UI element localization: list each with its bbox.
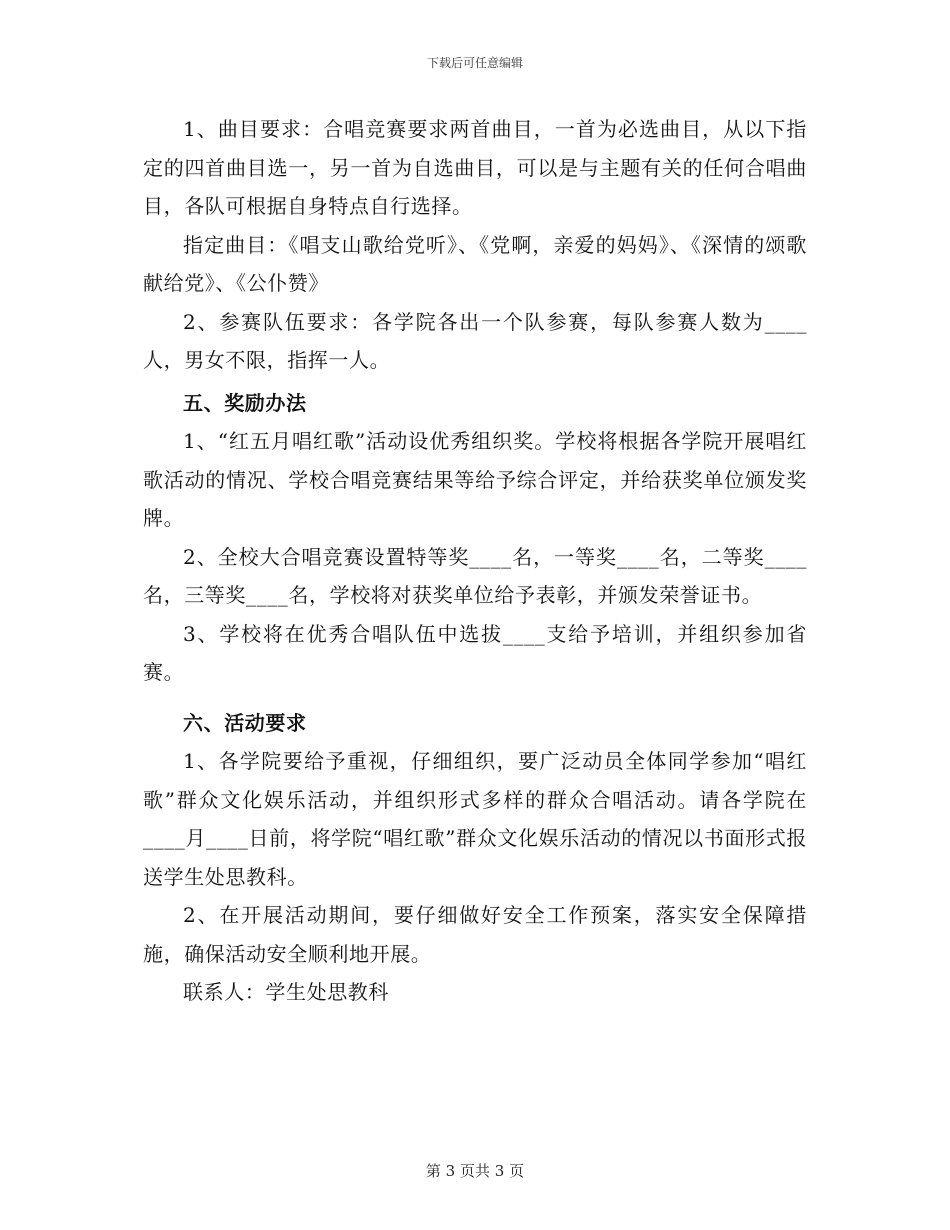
paragraph-prize-levels: 2、全校大合唱竞赛设置特等奖____名，一等奖____名，二等奖____名，三等奖____名，学校将对获奖单位给予表彰，并颁发荣誉证书。	[143, 544, 807, 607]
section-heading-requirements: 六、活动要求	[183, 710, 307, 735]
paragraph-organization-award: 1、“红五月唱红歌”活动设优秀组织奖。学校将根据各学院开展唱红歌活动的情况、学校合唱竞赛结果等给予综合评定，并给获奖单位颁发奖牌。	[143, 429, 807, 530]
page-footer: 第 3 页共 3 页	[425, 1162, 525, 1180]
paragraph-college-requirements: 1、各学院要给予重视，仔细组织，要广泛动员全体同学参加“唱红歌”群众文化娱乐活动，并组织形式多样的群众合唱活动。请各学院在____月____日前，将学院“唱红歌”群众文化娱乐活动的情况以书面形式报送学生处思教科。	[143, 749, 807, 889]
page-header: 下载后可任意编辑	[426, 56, 523, 70]
paragraph-team-requirements: 2、参赛队伍要求：各学院各出一个队参赛，每队参赛人数为____人，男女不限，指挥一人。	[143, 309, 807, 372]
section-heading-rewards: 五、奖励办法	[183, 390, 307, 415]
paragraph-safety: 2、在开展活动期间，要仔细做好安全工作预案，落实安全保障措施，确保活动安全顺利地开展。	[143, 903, 807, 966]
paragraph-designated-songs: 指定曲目：《唱支山歌给党听》、《党啊，亲爱的妈妈》、《深情的颂歌献给党》、《公仆赞》	[143, 232, 807, 295]
paragraph-provincial-selection: 3、学校将在优秀合唱队伍中选拔____支给予培训，并组织参加省赛。	[143, 621, 807, 684]
paragraph-contact: 联系人：学生处思教科	[183, 980, 389, 1004]
document-body	[143, 110, 807, 1012]
paragraph-song-requirements: 1、曲目要求：合唱竞赛要求两首曲目，一首为必选曲目，从以下指定的四首曲目选一，另一首为自选曲目，可以是与主题有关的任何合唱曲目，各队可根据自身特点自行选择。	[143, 117, 807, 218]
